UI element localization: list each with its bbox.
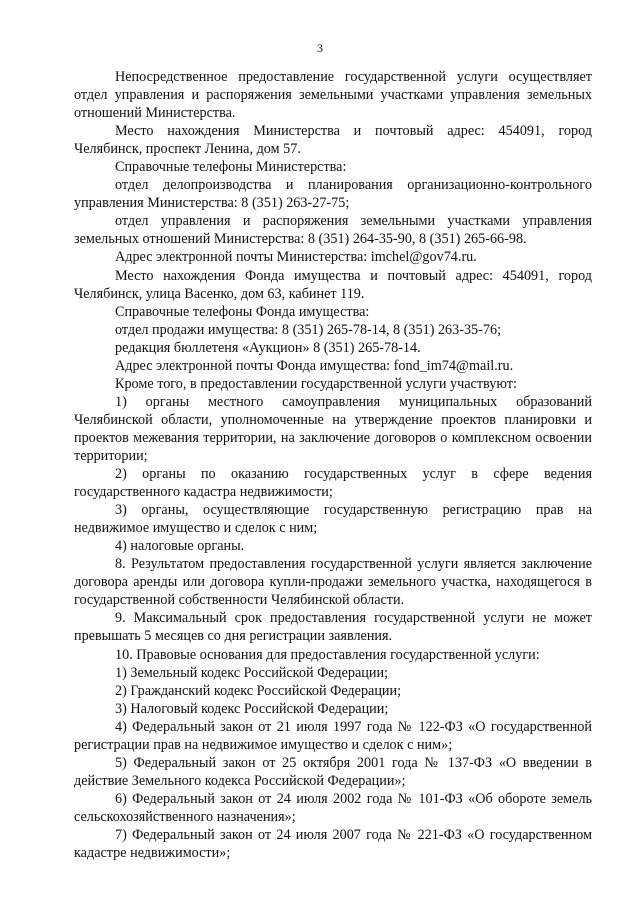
paragraph-5: отдел управления и распоряжения земельными участками управления земельных отношений Министерства: 8 (351) 264-35-90, 8 (351) 265-66-98.: [74, 213, 592, 248]
paragraph-25: 6) Федеральный закон от 24 июля 2002 года № 101-ФЗ «Об обороте земель сельскохозяйственного назначения»;: [74, 790, 592, 825]
paragraph-3: Справочные телефоны Министерства:: [115, 159, 347, 176]
paragraph-4: отдел делопроизводства и планирования организационно-контрольного управления Министерства: 8 (351) 263-27-75;: [74, 177, 592, 212]
paragraph-20: 1) Земельный кодекс Российской Федерации;: [115, 664, 389, 681]
document-body: [74, 68, 592, 862]
paragraph-21: 2) Гражданский кодекс Российской Федерации;: [115, 682, 402, 699]
paragraph-11: Адрес электронной почты Фонда имущества: fond_im74@mail.ru.: [115, 357, 514, 374]
paragraph-12: Кроме того, в предоставлении государственной услуги участвуют:: [115, 375, 517, 392]
paragraph-24: 5) Федеральный закон от 25 октября 2001 года № 137-ФЗ «О введении в действие Земельного кодекса Российской Федерации»;: [74, 754, 592, 789]
paragraph-17: 8. Результатом предоставления государственной услуги является заключение договора аренды или договора купли-продажи земельного участка, находящегося в государственной собственности Челябинской области.: [74, 556, 592, 609]
paragraph-8: Справочные телефоны Фонда имущества:: [115, 303, 370, 320]
paragraph-15: 3) органы, осуществляющие государственную регистрацию прав на недвижимое имущество и сделок с ним;: [74, 502, 592, 537]
paragraph-9: отдел продажи имущества: 8 (351) 265-78-14, 8 (351) 263-35-76;: [115, 321, 502, 338]
paragraph-6: Адрес электронной почты Министерства: imchel@gov74.ru.: [115, 249, 477, 266]
paragraph-13: 1) органы местного самоуправления муниципальных образований Челябинской области, уполномоченные на утверждение проектов планировки и проектов межевания территории, на заключение договоров о комплексном освоении территории;: [74, 393, 592, 464]
paragraph-10: редакция бюллетеня «Аукцион» 8 (351) 265-78-14.: [115, 339, 421, 356]
paragraph-14: 2) органы по оказанию государственных услуг в сфере ведения государственного кадастра недвижимости;: [74, 466, 592, 501]
paragraph-16: 4) налоговые органы.: [115, 538, 245, 555]
paragraph-22: 3) Налоговый кодекс Российской Федерации;: [115, 700, 389, 717]
paragraph-7: Место нахождения Фонда имущества и почтовый адрес: 454091, город Челябинск, улица Васенко, дом 63, кабинет 119.: [74, 267, 592, 302]
paragraph-18: 9. Максимальный срок предоставления государственной услуги не может превышать 5 месяцев со дня регистрации заявления.: [74, 610, 592, 645]
paragraph-23: 4) Федеральный закон от 21 июля 1997 года № 122-ФЗ «О государственной регистрации прав на недвижимое имущество и сделок с ним»;: [74, 718, 592, 753]
paragraph-1: Непосредственное предоставление государственной услуги осуществляет отдел управления и распоряжения земельными участками управления земельных отношений Министерства.: [74, 69, 592, 122]
paragraph-26: 7) Федеральный закон от 24 июля 2007 года № 221-ФЗ «О государственном кадастре недвижимости»;: [74, 826, 592, 862]
paragraph-19: 10. Правовые основания для предоставления государственной услуги:: [115, 646, 540, 663]
page-number: 3: [317, 41, 323, 55]
paragraph-2: Место нахождения Министерства и почтовый адрес: 454091, город Челябинск, проспект Ленина, дом 57.: [74, 123, 592, 158]
